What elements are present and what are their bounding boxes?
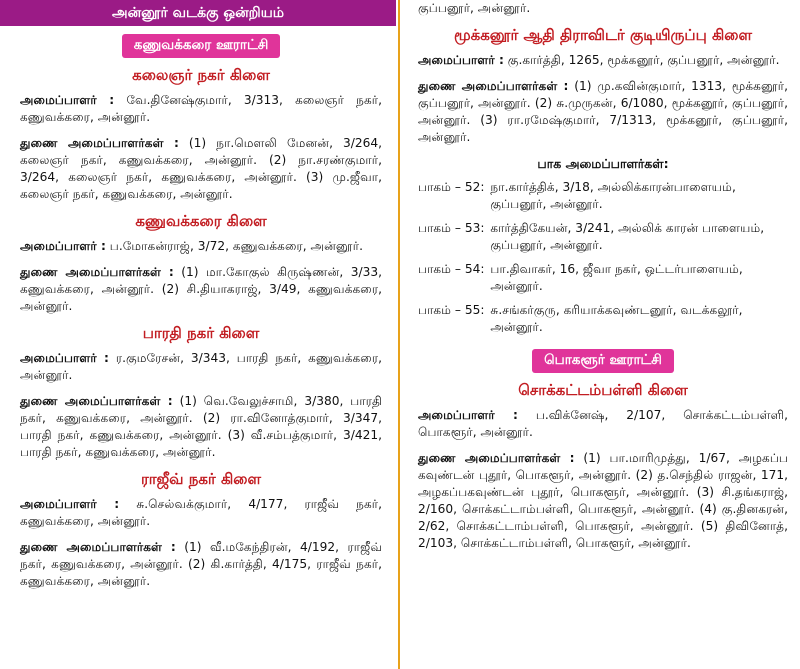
organizer-label: அமைப்பாளர் : [20,497,120,511]
deputy-label: துணை அமைப்பாளர்கள் : [418,79,569,93]
parts-heading: பாக அமைப்பாளர்கள்: [537,156,669,171]
organizer-label: அமைப்பாளர் : [418,408,518,422]
organizer-text: ப.விக்னேஷ், 2/107, சொக்கட்டம்பள்ளி, பொகளூர், அன்னூர். [418,408,789,439]
part-label: பாகம் – 54 [418,262,481,276]
organizer-label: அமைப்பாளர் : [418,53,504,67]
organizer-label: அமைப்பாளர் : [20,93,115,107]
organizer-entry [20,350,382,384]
part-separator: : [480,180,485,194]
organizer-entry [418,52,788,69]
part-separator: : [480,303,485,317]
branch-heading: ராஜீவ் நகர் கிளை [141,470,261,488]
deputy-text: (1) வெ.வேலுச்சாமி, 3/380, பாரதி நகர், கணுவக்கரை, அன்னூர். (2) ரா.வினோத்குமார், 3/347, பாரதி நகர், கணுவக்கரை, அன்னூர். (3) வீ.சம்பத்குமார், 3/421, பாரதி நகர், கணுவக்கரை, அன்னூர். [20,394,382,459]
part-text: சு.சங்கர்குரு, கரியாக்கவுண்டனூர், வடக்கலூர், அன்னூர். [490,303,743,334]
deputy-label: துணை அமைப்பாளர்கள் : [418,451,575,465]
panchayat-header [20,34,382,58]
part-separator: : [480,262,485,276]
left-column [0,0,396,669]
part-text: நா.கார்த்திக், 3/18, அல்லிக்காரன்பாளையம், குப்பனூர், அன்னூர். [490,180,736,211]
part-text: கார்த்திகேயன், 3/241, அல்லிக் காரன் பாளையம், குப்பனூர், அன்னூர். [490,221,765,252]
deputy-text: (1) வீ.மகேந்திரன், 4/192, ராஜீவ் நகர், கணுவக்கரை, அன்னூர். (2) கி.கார்த்தி, 4/175, ராஜீவ் நகர், கணுவக்கரை, அன்னூர். [20,540,382,588]
part-separator: : [480,221,485,235]
branch-heading: மூக்கனூர் ஆதி திராவிடர் குடியிருப்பு கிளை [454,26,752,44]
deputy-entry [20,539,382,590]
table-row [418,302,788,343]
branch-heading: பாரதி நகர் கிளை [142,324,260,342]
organizer-text: கு.கார்த்தி, 1265, மூக்கனூர், குப்பனூர், அன்னூர். [507,53,780,67]
deputy-text: (1) மா.கோகுல் கிருஷ்ணன், 3/33, கணுவக்கரை, அன்னூர். (2) சி.தியாகராஜ், 3/49, கணுவக்கரை, அன்னூர். [20,265,382,313]
branch-heading: சொக்கட்டம்பள்ளி கிளை [518,381,688,399]
deputy-text: (1) பா.மாரிமுத்து, 1/67, அழகப்ப கவுண்டன் புதூர், பொகளூர், அன்னூர். (2) த.செந்தில் ராஜன், 171, அழகப்பகவுண்டன் புதூர், பொகளூர், அன்னூர். (3) சி.தங்கராஜ், 2/160, சொக்கட்டாம்பள்ளி, பொகளூர், அன்னூர். (4) கு.தினகரன், 2/62, சொக்கட்டாம்பள்ளி, பொகளூர், அன்னூர். (5) திவினோத், 2/103, சொக்கட்டாம்பள்ளி, பொகளூர், அன்னூர். [418,451,788,550]
branch-heading: கலைஞர் நகர் கிளை [132,66,270,84]
organizer-entry [20,496,382,530]
branch-heading: கணுவக்கரை கிளை [135,212,267,230]
panchayat-label: கணுவக்கரை ஊராட்சி [122,34,281,58]
deputy-entry [20,135,382,203]
deputy-label: துணை அமைப்பாளர்கள் : [20,265,174,279]
organizer-entry [20,92,382,126]
organizer-entry [418,407,788,441]
deputy-entry [20,264,382,315]
deputy-text: (1) மு.கவின்குமார், 1313, மூக்கனூர், குப்பனூர், அன்னூர். (2) சு.முருகன், 6/1080, மூக்கனூர், குப்பனூர், அன்னூர். (3) ரா.ரமேஷ்குமார், 7/1313, மூக்கனூர், குப்பனூர், அன்னூர். [418,79,788,144]
deputy-label: துணை அமைப்பாளர்கள் : [20,136,179,150]
part-label: பாகம் – 52 [418,180,481,194]
deputy-text: (1) நா.மௌலி மேனன், 3/264, கலைஞர் நகர், கணுவக்கரை, அன்னூர். (2) நா.சரண்குமார், 3/264, கலைஞர் நகர், கணுவக்கரை, அன்னூர். (3) மு.ஜீவா, கலைஞர் நகர், கணுவக்கரை, அன்னூர். [20,136,382,201]
deputy-label: துணை அமைப்பாளர்கள் : [20,540,176,554]
union-title-bar: அன்னூர் வடக்கு ஒன்றியம் [0,0,396,26]
organizer-text: ர.குமரேசன், 3/343, பாரதி நகர், கணுவக்கரை, அன்னூர். [20,351,382,382]
organizer-text: வே.தினேஷ்குமார், 3/313, கலைஞர் நகர், கணுவக்கரை, அன்னூர். [20,93,382,124]
deputy-entry [20,393,382,461]
panchayat-header [418,349,788,373]
continued-fragment: குப்பனூர், அன்னூர். [418,1,531,15]
organizer-text: சு.செல்வக்குமார், 4/177, ராஜீவ் நகர், கணுவக்கரை, அன்னூர். [20,497,383,528]
deputy-entry [418,450,788,552]
organizer-label: அமைப்பாளர் : [20,351,109,365]
part-text: பா.திவாகர், 16, ஜீவா நகர், ஒட்டர்பாளையம், அன்னூர். [490,262,743,293]
column-divider [398,0,400,669]
deputy-label: துணை அமைப்பாளர்கள் : [20,394,173,408]
parts-table [418,179,788,343]
deputy-entry [418,78,788,146]
part-label: பாகம் – 53 [418,221,481,235]
table-row [418,179,788,220]
part-label: பாகம் – 55 [418,303,481,317]
organizer-text: ப.மோகன்ராஜ், 3/72, கணுவக்கரை, அன்னூர். [109,239,363,253]
right-column [402,0,800,669]
panchayat-label: பொகளூர் ஊராட்சி [532,349,674,373]
organizer-entry [20,238,382,255]
organizer-label: அமைப்பாளர் : [20,239,106,253]
table-row [418,261,788,302]
table-row [418,220,788,261]
